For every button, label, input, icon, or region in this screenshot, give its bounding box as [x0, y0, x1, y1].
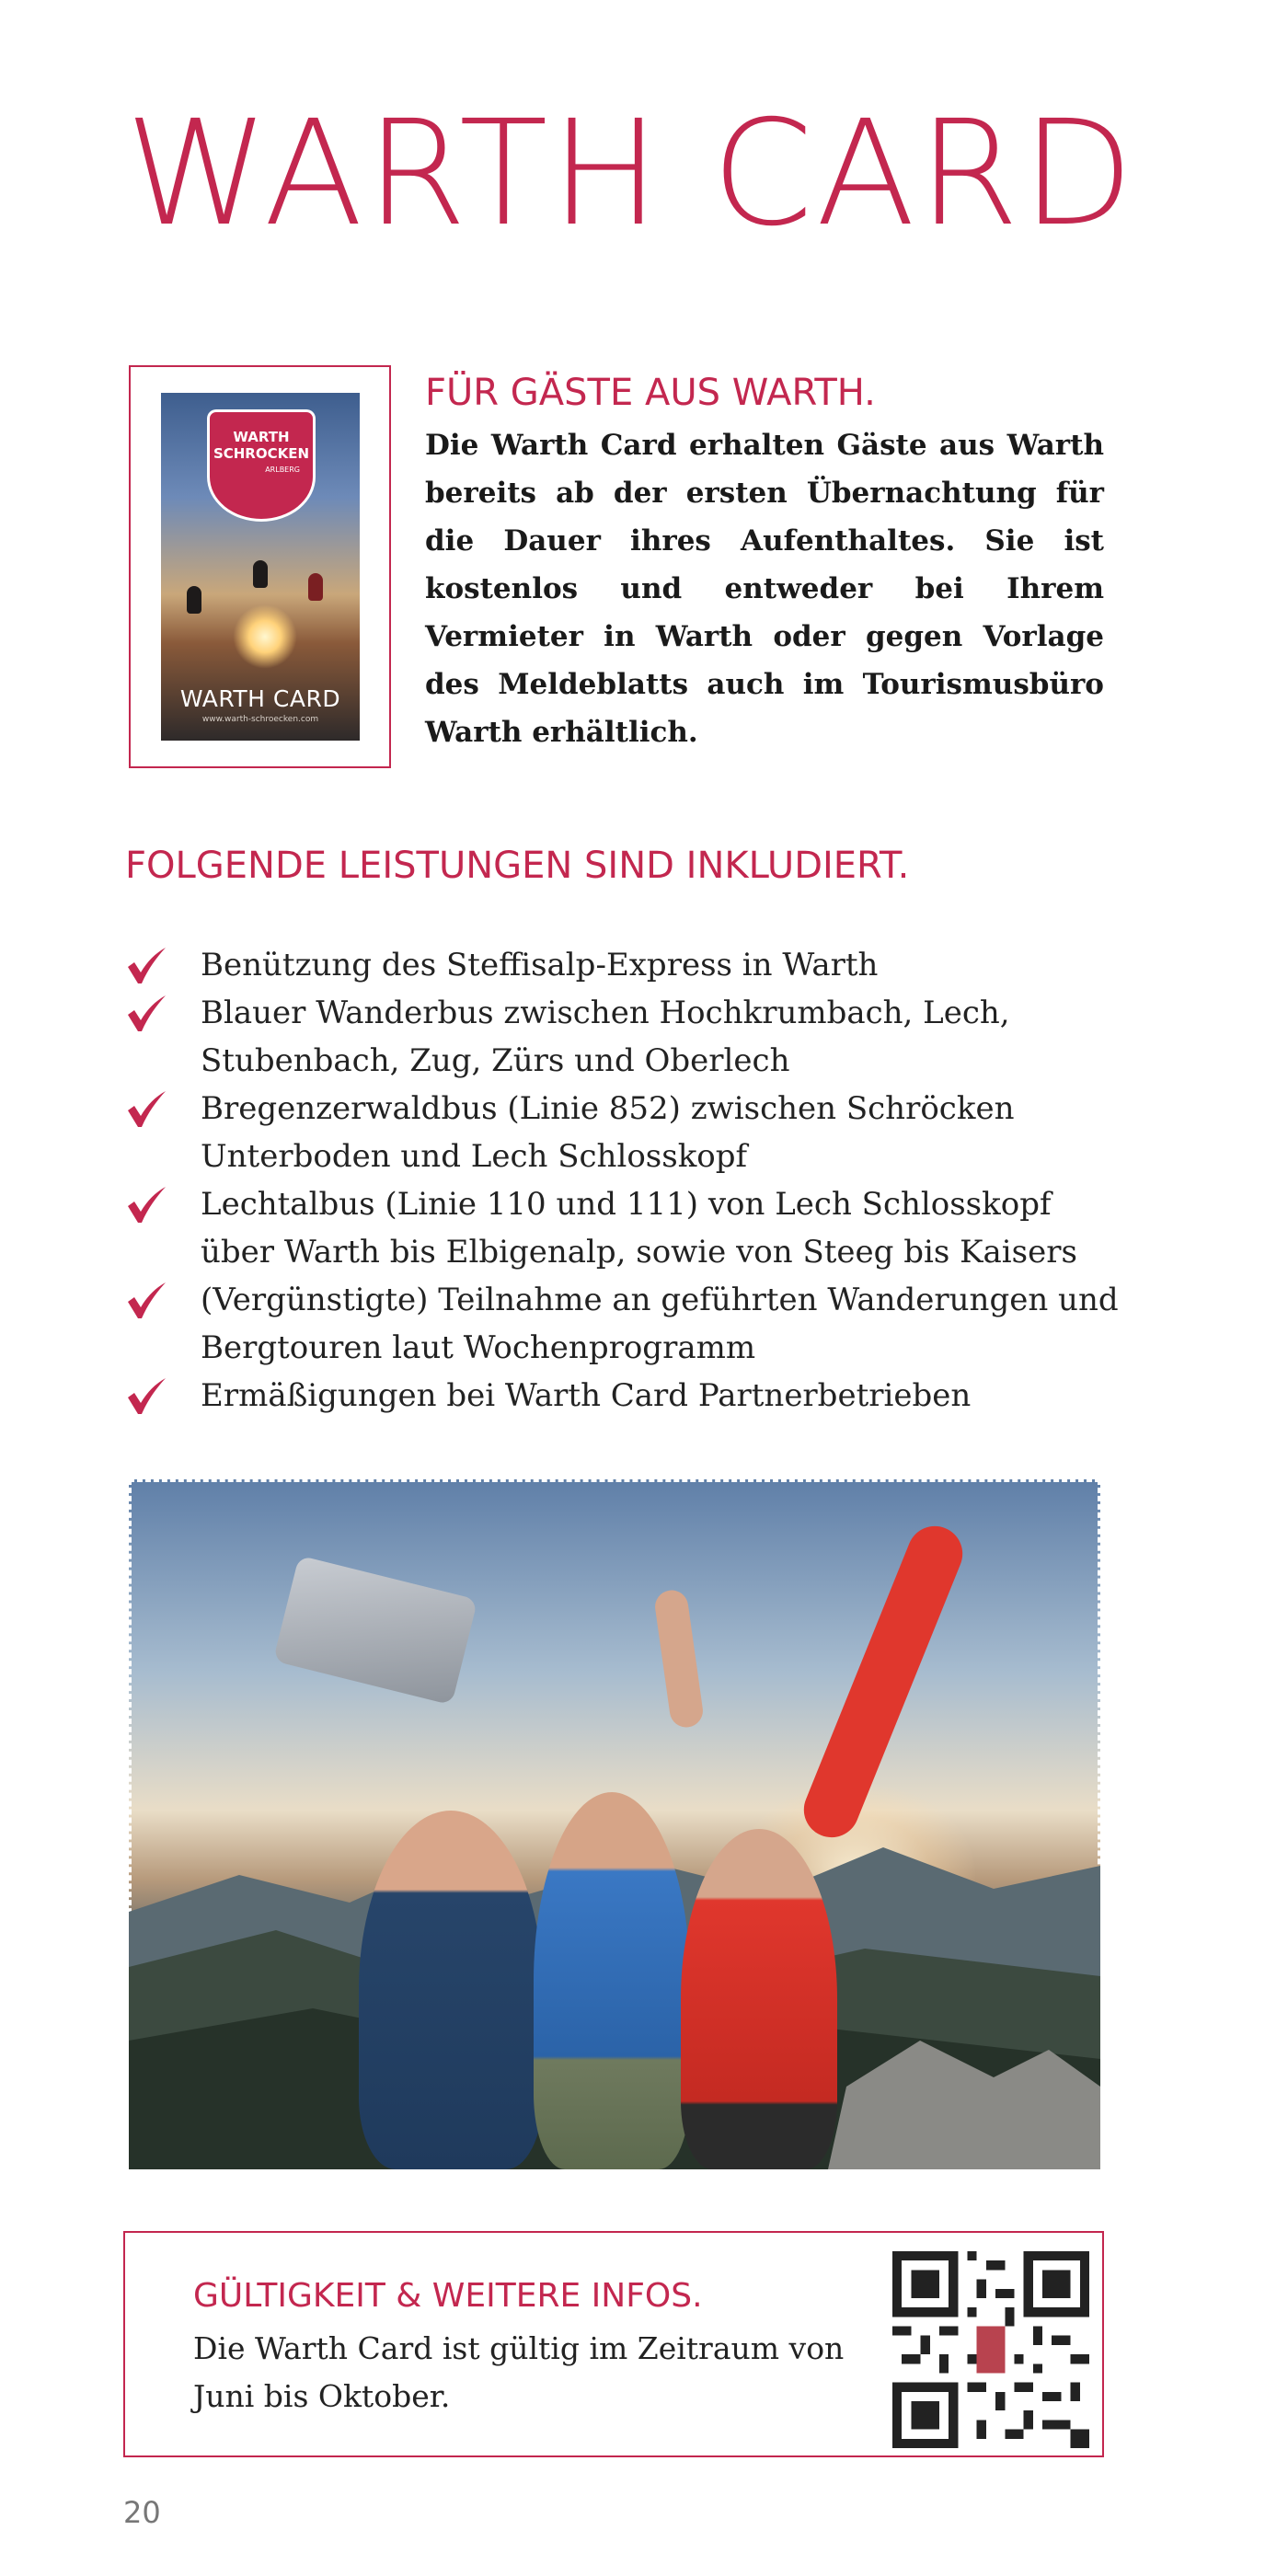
smartphone — [273, 1556, 478, 1706]
jumper-figure — [187, 586, 201, 614]
guests-description: Die Warth Card erhalten Gäste aus Warth bereits ab der ersten Übernachtung für die Dauer ihres Aufenthaltes. Sie ist kostenlos und entweder bei Ihrem Vermieter in Warth oder gegen Vorlage des Meldeblatts auch im Tourismusbüro Warth erhältlich. — [425, 429, 1104, 749]
warth-card-image — [161, 393, 360, 741]
card-label: WARTH CARD — [179, 685, 341, 712]
qr-code-icon[interactable] — [892, 2251, 1089, 2448]
benefit-text: (Vergünstigte) Teilnahme an geführten Wanderungen und Bergtouren laut Wochenprogramm — [201, 1282, 1119, 1366]
card-url: www.warth-schroecken.com — [201, 715, 319, 724]
list-item — [125, 941, 1119, 989]
included-heading: FOLGENDE LEISTUNGEN SIND INKLUDIERT. — [125, 845, 910, 887]
warth-card-image-frame — [129, 365, 391, 768]
hiker-2 — [534, 1792, 690, 2169]
page-title: WARTH CARD — [125, 89, 1137, 259]
benefit-text: Bregenzerwaldbus (Linie 852) zwischen Schröcken Unterboden und Lech Schlosskopf — [201, 1090, 1015, 1175]
logo-line-1: WARTH — [233, 429, 290, 445]
list-item — [125, 1372, 1119, 1420]
jumper-figure — [253, 560, 268, 588]
raised-hand — [653, 1588, 706, 1730]
guests-heading: FÜR GÄSTE AUS WARTH. — [425, 372, 876, 414]
logo-line-2: SCHROCKEN — [213, 445, 310, 462]
validity-box — [123, 2231, 1104, 2457]
checkmark-icon — [125, 947, 167, 985]
benefit-text: Blauer Wanderbus zwischen Hochkrumbach, Lech, Stubenbach, Zug, Zürs und Oberlech — [201, 995, 1010, 1079]
hiker-1 — [359, 1811, 543, 2169]
list-item — [125, 989, 1119, 1085]
hiker-3 — [681, 1829, 837, 2169]
page-number: 20 — [123, 2495, 161, 2530]
benefit-text: Ermäßigungen bei Warth Card Partnerbetrieben — [201, 1377, 972, 1414]
checkmark-icon — [125, 1377, 167, 1416]
warth-schroecken-logo — [207, 409, 316, 522]
benefit-text: Benützung des Steffisalp-Express in Warth — [201, 947, 879, 983]
list-item — [125, 1276, 1119, 1372]
validity-heading: GÜLTIGKEIT & WEITERE INFOS. — [193, 2277, 703, 2315]
validity-text[interactable]: Die Warth Card ist gültig im Zeitraum von Juni bis Oktober. — [193, 2330, 845, 2414]
checkmark-icon — [125, 1186, 167, 1225]
hikers-selfie-photo — [129, 1479, 1100, 2169]
benefit-text: Lechtalbus (Linie 110 und 111) von Lech Schlosskopf über Warth bis Elbigenalp, sowie von Steeg bis Kaisers — [201, 1186, 1077, 1271]
sunburst — [233, 604, 297, 669]
checkmark-icon — [125, 995, 167, 1033]
list-item — [125, 1085, 1119, 1180]
jumper-figure — [308, 573, 323, 601]
benefits-list — [125, 941, 1119, 1420]
list-item — [125, 1180, 1119, 1276]
checkmark-icon — [125, 1090, 167, 1129]
checkmark-icon — [125, 1282, 167, 1320]
logo-line-3: ARLBERG — [265, 466, 300, 474]
